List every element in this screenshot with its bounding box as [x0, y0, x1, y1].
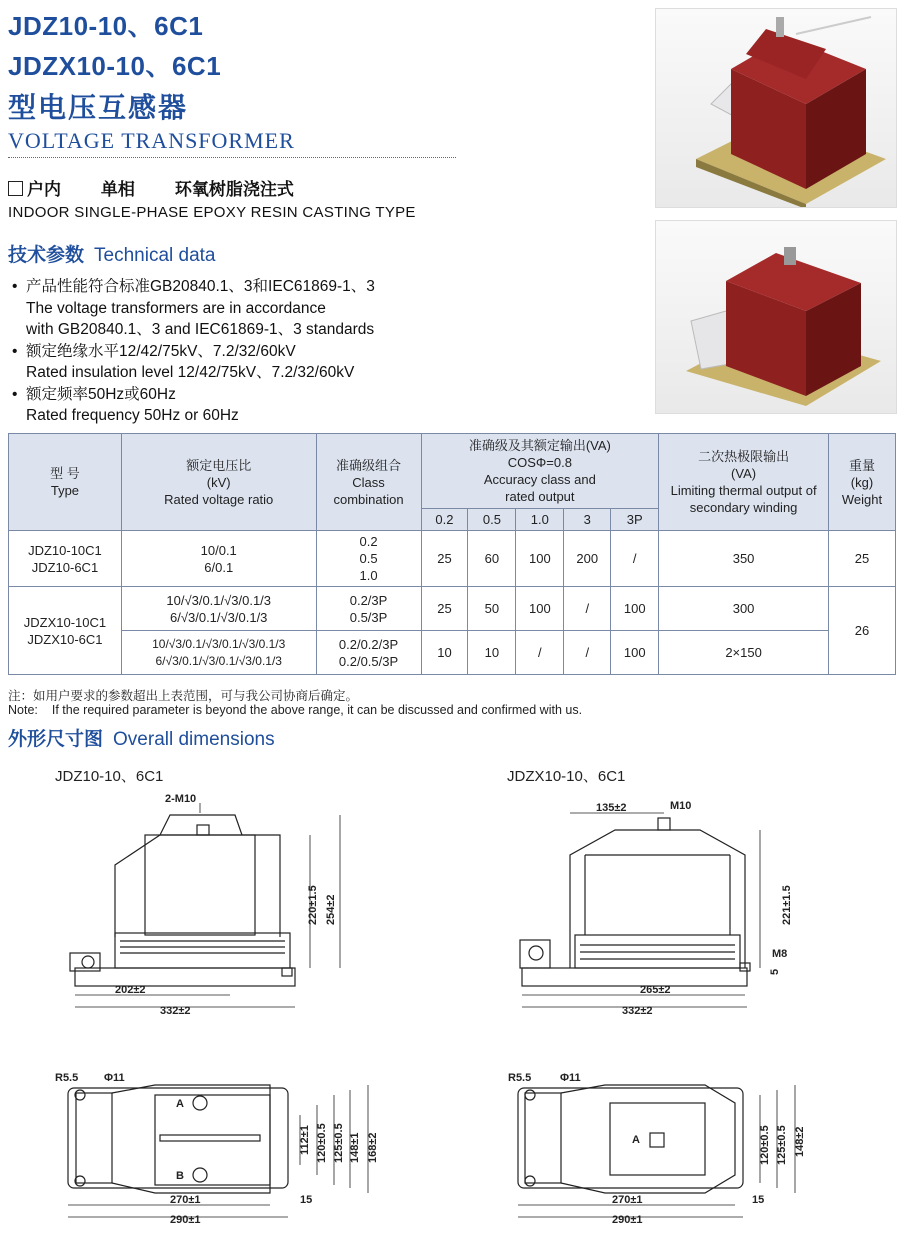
- divider: [8, 157, 456, 158]
- dim-label: 265±2: [640, 984, 671, 996]
- dim-label: M10: [670, 800, 692, 812]
- acc-col: 3: [564, 509, 611, 531]
- dim-label: 5: [769, 968, 781, 975]
- left-model-label: JDZ10-10、6C1: [55, 768, 164, 785]
- acc-col: 1.0: [516, 509, 564, 531]
- dim-label: 15: [752, 1194, 765, 1206]
- col-thermal: 二次热极限输出 (VA) Limiting thermal output of secondary winding: [659, 434, 829, 531]
- col-accuracy: 准确级及其额定输出(VA) COSΦ=0.8 Accuracy class and rated output: [421, 434, 659, 509]
- dim-label: 202±2: [115, 984, 146, 996]
- table-row: JDZ10-10C1 JDZ10-6C1 10/0.1 6/0.1 0.2 0.5 1.0 25 60 100 200 / 350 25: [9, 531, 896, 587]
- dim-label: A: [176, 1098, 184, 1110]
- right-model-label: JDZX10-10、6C1: [507, 768, 626, 785]
- col-ratio: 额定电压比 (kV) Rated voltage ratio: [121, 434, 316, 531]
- note-cn: 注：如用户要求的参数超出上表范围，可与我公司协商后确定。: [8, 689, 359, 703]
- col-type: 型 号 Type: [9, 434, 122, 531]
- col-weight: 重量 (kg) Weight: [828, 434, 895, 531]
- left-front-view: [70, 803, 340, 1007]
- title-cn: 型电压互感器: [8, 91, 189, 124]
- table-row: 10/√3/0.1/√3/0.1/√3/0.1/3 6/√3/0.1/√3/0.1/√3/0.1/3 0.2/0.2/3P 0.2/0.5/3P 10 10 / / 100 2×150: [9, 631, 896, 675]
- dim-label: R5.5: [508, 1072, 532, 1084]
- dimensions-heading: 外形尺寸图 Overall dimensions: [8, 728, 275, 750]
- technical-table: [8, 433, 896, 675]
- acc-col: 3P: [611, 509, 659, 531]
- bullet-en: Rated frequency 50Hz or 60Hz: [26, 407, 239, 424]
- bullet-cn: • 额定绝缘水平12/42/75kV、7.2/32/60kV: [10, 341, 375, 363]
- checkbox-icon: [8, 181, 23, 196]
- dim-label: 120±0.5: [316, 1123, 328, 1163]
- dim-label: 148±1: [349, 1132, 361, 1163]
- type-item: 户内: [8, 180, 61, 200]
- right-front-view: [520, 813, 760, 1007]
- dim-label: 148±2: [794, 1126, 806, 1157]
- product-photo-2: [655, 220, 897, 414]
- dim-label: 290±1: [612, 1214, 643, 1226]
- dim-label: 332±2: [622, 1005, 653, 1017]
- dim-label: 254±2: [325, 894, 337, 925]
- technical-heading: 技术参数 Technical data: [8, 244, 216, 266]
- dim-label: Φ11: [560, 1072, 581, 1084]
- dim-label: 2-M10: [165, 793, 197, 805]
- bullet-en: The voltage transformers are in accordance: [26, 299, 326, 317]
- technical-bullets: [10, 276, 375, 427]
- dim-label: 120±0.5: [759, 1125, 771, 1165]
- type-description-en: INDOOR SINGLE-PHASE EPOXY RESIN CASTING TYPE: [8, 204, 416, 221]
- col-class: 准确级组合 Class combination: [316, 434, 421, 531]
- product-photo-1: [655, 8, 897, 208]
- model-line-2: JDZX10-10、6C1: [8, 51, 222, 81]
- bullet-cn: • 额定频率50Hz或60Hz: [10, 384, 375, 406]
- dim-label: R5.5: [55, 1072, 79, 1084]
- note-en: Note: If the required parameter is beyond the above range, it can be discussed and confirmed with us.: [8, 703, 583, 717]
- dim-label: B: [176, 1170, 184, 1182]
- dim-label: 270±1: [612, 1194, 643, 1206]
- dim-label: A: [632, 1134, 640, 1146]
- acc-col: 0.5: [468, 509, 516, 531]
- bullet-cn: • 产品性能符合标准GB20840.1、3和IEC61869-1、3: [10, 276, 375, 298]
- dim-label: 135±2: [596, 802, 627, 814]
- dim-label: 125±0.5: [776, 1125, 788, 1165]
- dim-label: 15: [300, 1194, 313, 1206]
- dim-label: 221±1.5: [781, 885, 793, 925]
- type-item: 单相: [100, 180, 135, 200]
- dim-label: Φ11: [104, 1072, 125, 1084]
- acc-col: 0.2: [421, 509, 468, 531]
- dim-label: 270±1: [170, 1194, 201, 1206]
- bullet-en: with GB20840.1、3 and IEC61869-1、3 standards: [26, 321, 375, 338]
- type-item: 环氧树脂浇注式: [174, 180, 294, 200]
- dim-label: 220±1.5: [307, 885, 319, 925]
- dim-label: M8: [772, 948, 788, 960]
- model-line-1: JDZ10-10、6C1: [8, 11, 204, 41]
- dimension-drawings: [0, 785, 900, 1255]
- dim-label: 125±0.5: [333, 1123, 345, 1163]
- table-row: JDZX10-10C1 JDZX10-6C1 10/√3/0.1/√3/0.1/3 6/√3/0.1/√3/0.1/3 0.2/3P 0.5/3P 25 50 100 / 100 300 26: [9, 587, 896, 631]
- dim-label: 290±1: [170, 1214, 201, 1226]
- dim-label: 332±2: [160, 1005, 191, 1017]
- dim-label: 168±2: [367, 1132, 379, 1163]
- dim-label: 112±1: [299, 1125, 311, 1155]
- bullet-en: Rated insulation level 12/42/75kV、7.2/32/60kV: [26, 364, 355, 381]
- title-en: VOLTAGE TRANSFORMER: [8, 128, 295, 153]
- type-description-cn: [8, 175, 328, 200]
